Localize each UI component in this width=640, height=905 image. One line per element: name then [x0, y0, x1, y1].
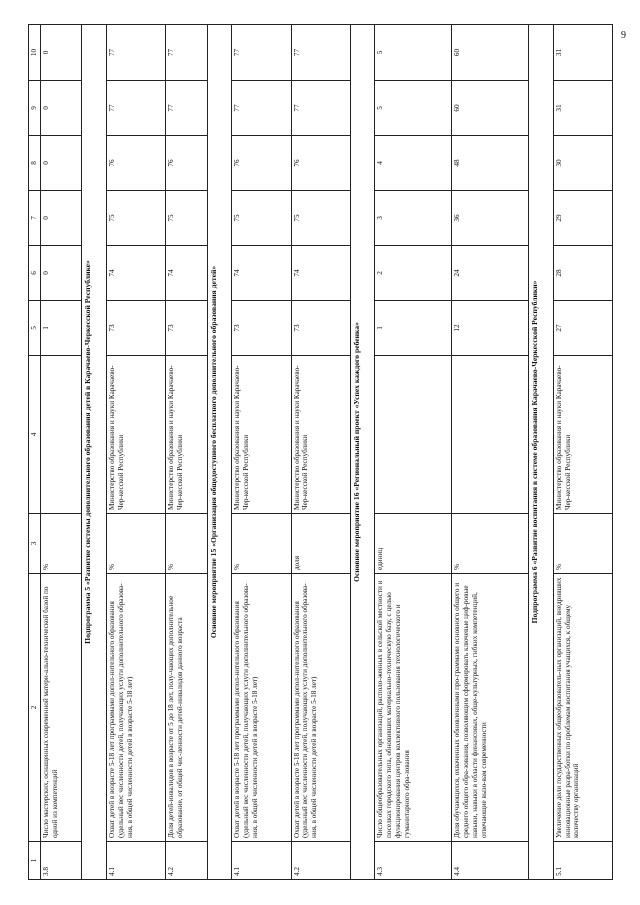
value-cell: 75: [107, 190, 166, 245]
value-cell: 73: [291, 300, 350, 355]
value-cell: 74: [291, 245, 350, 300]
value-cell: 77: [107, 80, 166, 135]
value-cell: 12: [452, 300, 529, 355]
value-cell: 75: [166, 190, 207, 245]
value-cell: 36: [452, 190, 529, 245]
value-cell: 3: [375, 190, 452, 245]
unit: %: [452, 513, 529, 573]
value-cell: 4: [375, 135, 452, 190]
column-number: 1: [29, 841, 41, 879]
indicator-name: Увеличение доли государственных общеобразователь-ных организаций, внедривших инновационные разра-ботки по проблемам воспитания учащихся, к общему количеству организаций: [553, 573, 612, 841]
indicator-name: Число общеобразовательных организаций, располо-женных в сельской местности и поселках городского типа, обновивших материально-техническую базу, с целью функционирования центров коллективного пользования технологического и гуманитарного обра-зования: [375, 573, 452, 841]
executor: Министерство образования и науки Карачаево- Чер-кесской Республики: [553, 355, 612, 513]
section-heading: Подпрограмма 6 «Развитие воспитания в системе образования Карачаево-Черкесской Республики»: [529, 24, 554, 879]
section-row: [529, 24, 554, 879]
row-number: 4.2: [291, 841, 350, 879]
value-cell: 48: [452, 135, 529, 190]
executor: Министерство образования и науки Карачаево- Чер-кесской Республики: [107, 355, 166, 513]
table-row: [166, 24, 207, 879]
row-number: 5.1: [553, 841, 612, 879]
row-number: 4.1: [232, 841, 291, 879]
row-number: 4.4: [452, 841, 529, 879]
value-cell: 73: [166, 300, 207, 355]
value-cell: 77: [166, 80, 207, 135]
header-row: [29, 24, 41, 879]
value-cell: 75: [232, 190, 291, 245]
value-cell: 30: [553, 135, 612, 190]
value-cell: 0: [41, 245, 82, 300]
value-cell: 5: [375, 24, 452, 80]
value-cell: 1: [41, 300, 82, 355]
value-cell: 73: [232, 300, 291, 355]
value-cell: 76: [291, 135, 350, 190]
value-cell: 5: [375, 80, 452, 135]
value-cell: 73: [107, 300, 166, 355]
unit: доля: [291, 513, 350, 573]
unit: %: [107, 513, 166, 573]
value-cell: 60: [452, 80, 529, 135]
table-row: [107, 24, 166, 879]
value-cell: 76: [107, 135, 166, 190]
section-heading: Основное мероприятие 15 «Организация общедоступного бесплатного дополнительного образования детей»: [207, 24, 232, 879]
value-cell: 29: [553, 190, 612, 245]
unit: единиц: [375, 513, 452, 573]
table-row: [41, 24, 82, 879]
value-cell: 77: [166, 24, 207, 80]
column-number: 2: [29, 573, 41, 841]
value-cell: 77: [232, 24, 291, 80]
indicator-name: Охват детей в возрасте 5-18 лет программами допол-нительного образования (удельный вес численности детей, получающих услуги дополнительного образова-ния, в общей численности детей в возрасте 5-18 лет): [291, 573, 350, 841]
value-cell: 28: [553, 245, 612, 300]
column-number: 9: [29, 80, 41, 135]
table-row: [232, 24, 291, 879]
column-number: 5: [29, 300, 41, 355]
executor: Министерство образования и науки Карачаево- Чер-кесской Республики: [232, 355, 291, 513]
value-cell: 31: [553, 80, 612, 135]
table-row: [452, 24, 529, 879]
value-cell: 0: [41, 190, 82, 245]
value-cell: 76: [232, 135, 291, 190]
section-row: [350, 24, 375, 879]
value-cell: 74: [232, 245, 291, 300]
section-heading: Основное мероприятие 16 «Региональный проект «Успех каждого ребенка»: [350, 24, 375, 879]
column-number: 3: [29, 513, 41, 573]
value-cell: 74: [107, 245, 166, 300]
section-heading: Подпрограмма 5 «Развитие системы дополнительного образования детей в Карачаево-Черкесской Республике»: [82, 24, 107, 879]
rotated-document: [28, 25, 613, 880]
row-number: 3.8: [41, 841, 82, 879]
unit: %: [41, 513, 82, 573]
row-number: 4.1: [107, 841, 166, 879]
table-row: [375, 24, 452, 879]
value-cell: 24: [452, 245, 529, 300]
value-cell: 60: [452, 24, 529, 80]
row-number: 4.3: [375, 841, 452, 879]
value-cell: 76: [166, 135, 207, 190]
value-cell: 74: [166, 245, 207, 300]
unit: %: [553, 513, 612, 573]
executor: Министерство образования и науки Карачаево- Чер-кесской Республики: [291, 355, 350, 513]
column-number: 4: [29, 355, 41, 513]
executor: [41, 355, 82, 513]
indicator-name: Охват детей в возрасте 5-18 лет программами допол-нительного образования (удельный вес численности детей, получающих услуги дополнительного образова-ния, в общей численности детей в возрасте 5-18 лет): [107, 573, 166, 841]
table-body: [29, 24, 613, 879]
indicator-name: Охват детей в возрасте 5-18 лет программами допол-нительного образования (удельный вес численности детей, получающих услуги дополнительного образова-ния, в общей численности детей в возрасте 5-18 лет): [232, 573, 291, 841]
value-cell: 27: [553, 300, 612, 355]
indicator-name: Число мастерских, оснащенных современной матери-ально-технической базой по одной из компетенций: [41, 573, 82, 841]
value-cell: 31: [553, 24, 612, 80]
indicator-name: Доля обучающихся, охваченных обновленными про-граммами основного общего и среднего общего обра-зования, позволяющим сформировать ключевые циф-ровые навыки, навыки в области финансовых, обще-культурных, гибких компетенций, отвечающие вызо-вам современности: [452, 573, 529, 841]
value-cell: 2: [375, 245, 452, 300]
value-cell: 0: [41, 135, 82, 190]
column-number: 8: [29, 135, 41, 190]
column-number: 6: [29, 245, 41, 300]
column-number: 7: [29, 190, 41, 245]
value-cell: 77: [291, 80, 350, 135]
executor: [452, 355, 529, 513]
value-cell: 77: [107, 24, 166, 80]
indicators-table: [28, 24, 613, 880]
value-cell: 0: [41, 24, 82, 80]
unit: %: [232, 513, 291, 573]
table-row: [291, 24, 350, 879]
value-cell: 77: [291, 24, 350, 80]
executor: Министерство образования и науки Карачаево- Чер-кесской Республики: [166, 355, 207, 513]
value-cell: 0: [41, 80, 82, 135]
value-cell: 77: [232, 80, 291, 135]
column-number: 10: [29, 24, 41, 80]
value-cell: 1: [375, 300, 452, 355]
unit: %: [166, 513, 207, 573]
indicator-name: Доля детей-инвалидов в возрасте от 5 до 18 лет, полу-чающих дополнительное образование, от общей чис-ленности детей-инвалидов данного возраста: [166, 573, 207, 841]
page-number: 9: [621, 30, 626, 41]
section-row: [82, 24, 107, 879]
value-cell: 75: [291, 190, 350, 245]
section-row: [207, 24, 232, 879]
table-row: [553, 24, 612, 879]
row-number: 4.2: [166, 841, 207, 879]
executor: [375, 355, 452, 513]
